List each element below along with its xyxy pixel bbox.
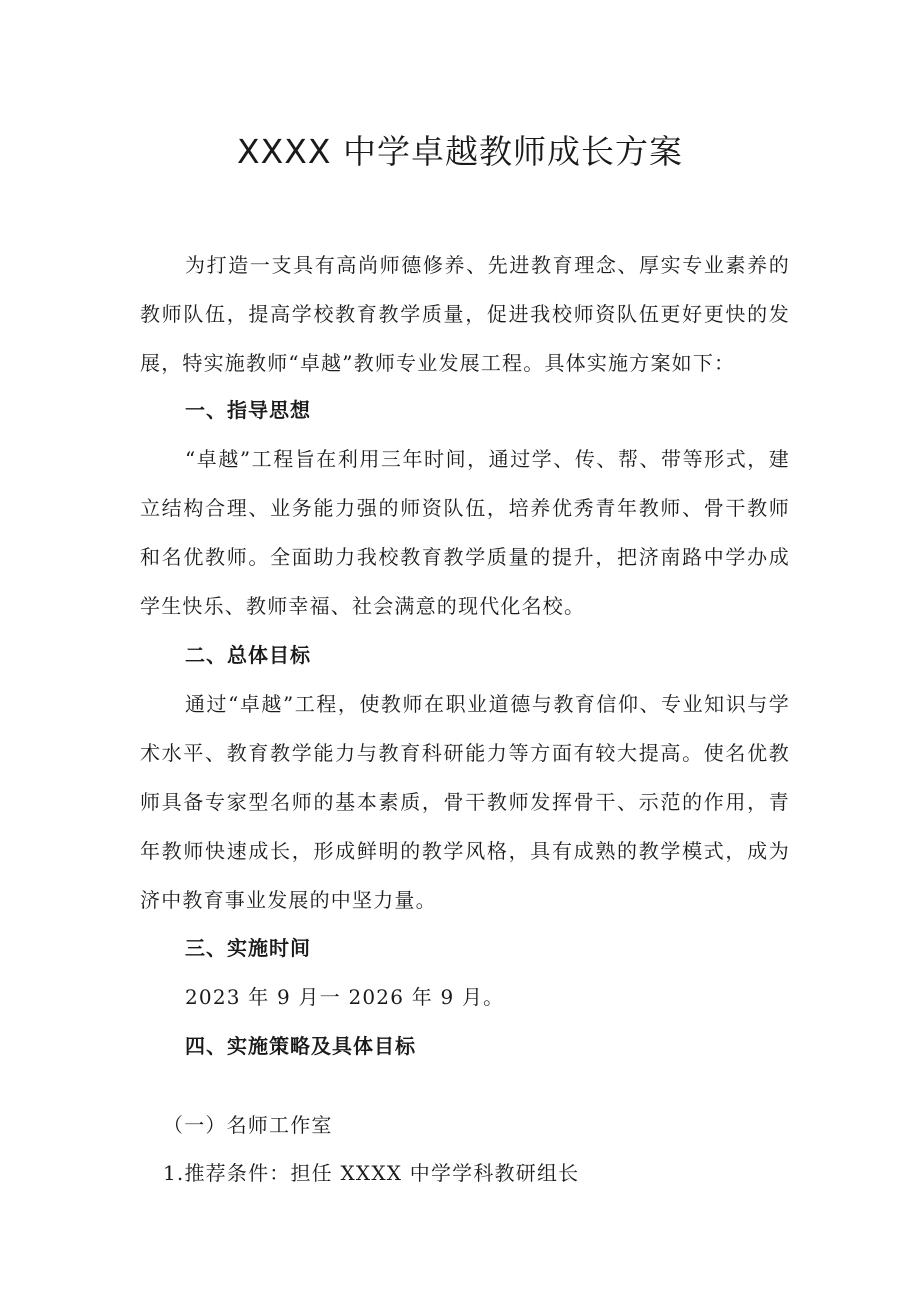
section-3-body: 2023 年 9 月一 2026 年 9 月。 [185,985,505,1009]
section-2-heading: 二、总体目标 [185,643,311,667]
section-4-item-1: 1.推荐条件：担任 XXXX 中学学科教研组长 [163,1161,580,1185]
section-4-subheading: （一）名师工作室 [163,1113,333,1137]
section-4-heading: 四、实施策略及具体目标 [185,1034,416,1058]
section-1-body: “卓越”工程旨在利用三年时间，通过学、传、帮、带等形式，建立结构合理、业务能力强的师资队伍，培养优秀青年教师、骨干教师和名优教师。全面助力我校教育教学质量的提升，把济南路中学办成学生快乐、教师幸福、社会满意的现代化名校。 [140,447,790,618]
section-2-body: 通过“卓越”工程，使教师在职业道德与教育信仰、专业知识与学术水平、教育教学能力与教育科研能力等方面有较大提高。使名优教师具备专家型名师的基本素质，骨干教师发挥骨干、示范的作用，青年教师快速成长，形成鲜明的教学风格，具有成熟的教学模式，成为济中教育事业发展的中坚力量。 [140,692,790,912]
section-1-heading: 一、指导思想 [185,398,311,422]
section-3-heading: 三、实施时间 [185,936,311,960]
intro-paragraph: 为打造一支具有高尚师德修养、先进教育理念、厚实专业素养的教师队伍，提高学校教育教学质量，促进我校师资队伍更好更快的发展，特实施教师“卓越”教师专业发展工程。具体实施方案如下： [140,253,790,375]
document-title: XXXX 中学卓越教师成长方案 [237,132,683,171]
